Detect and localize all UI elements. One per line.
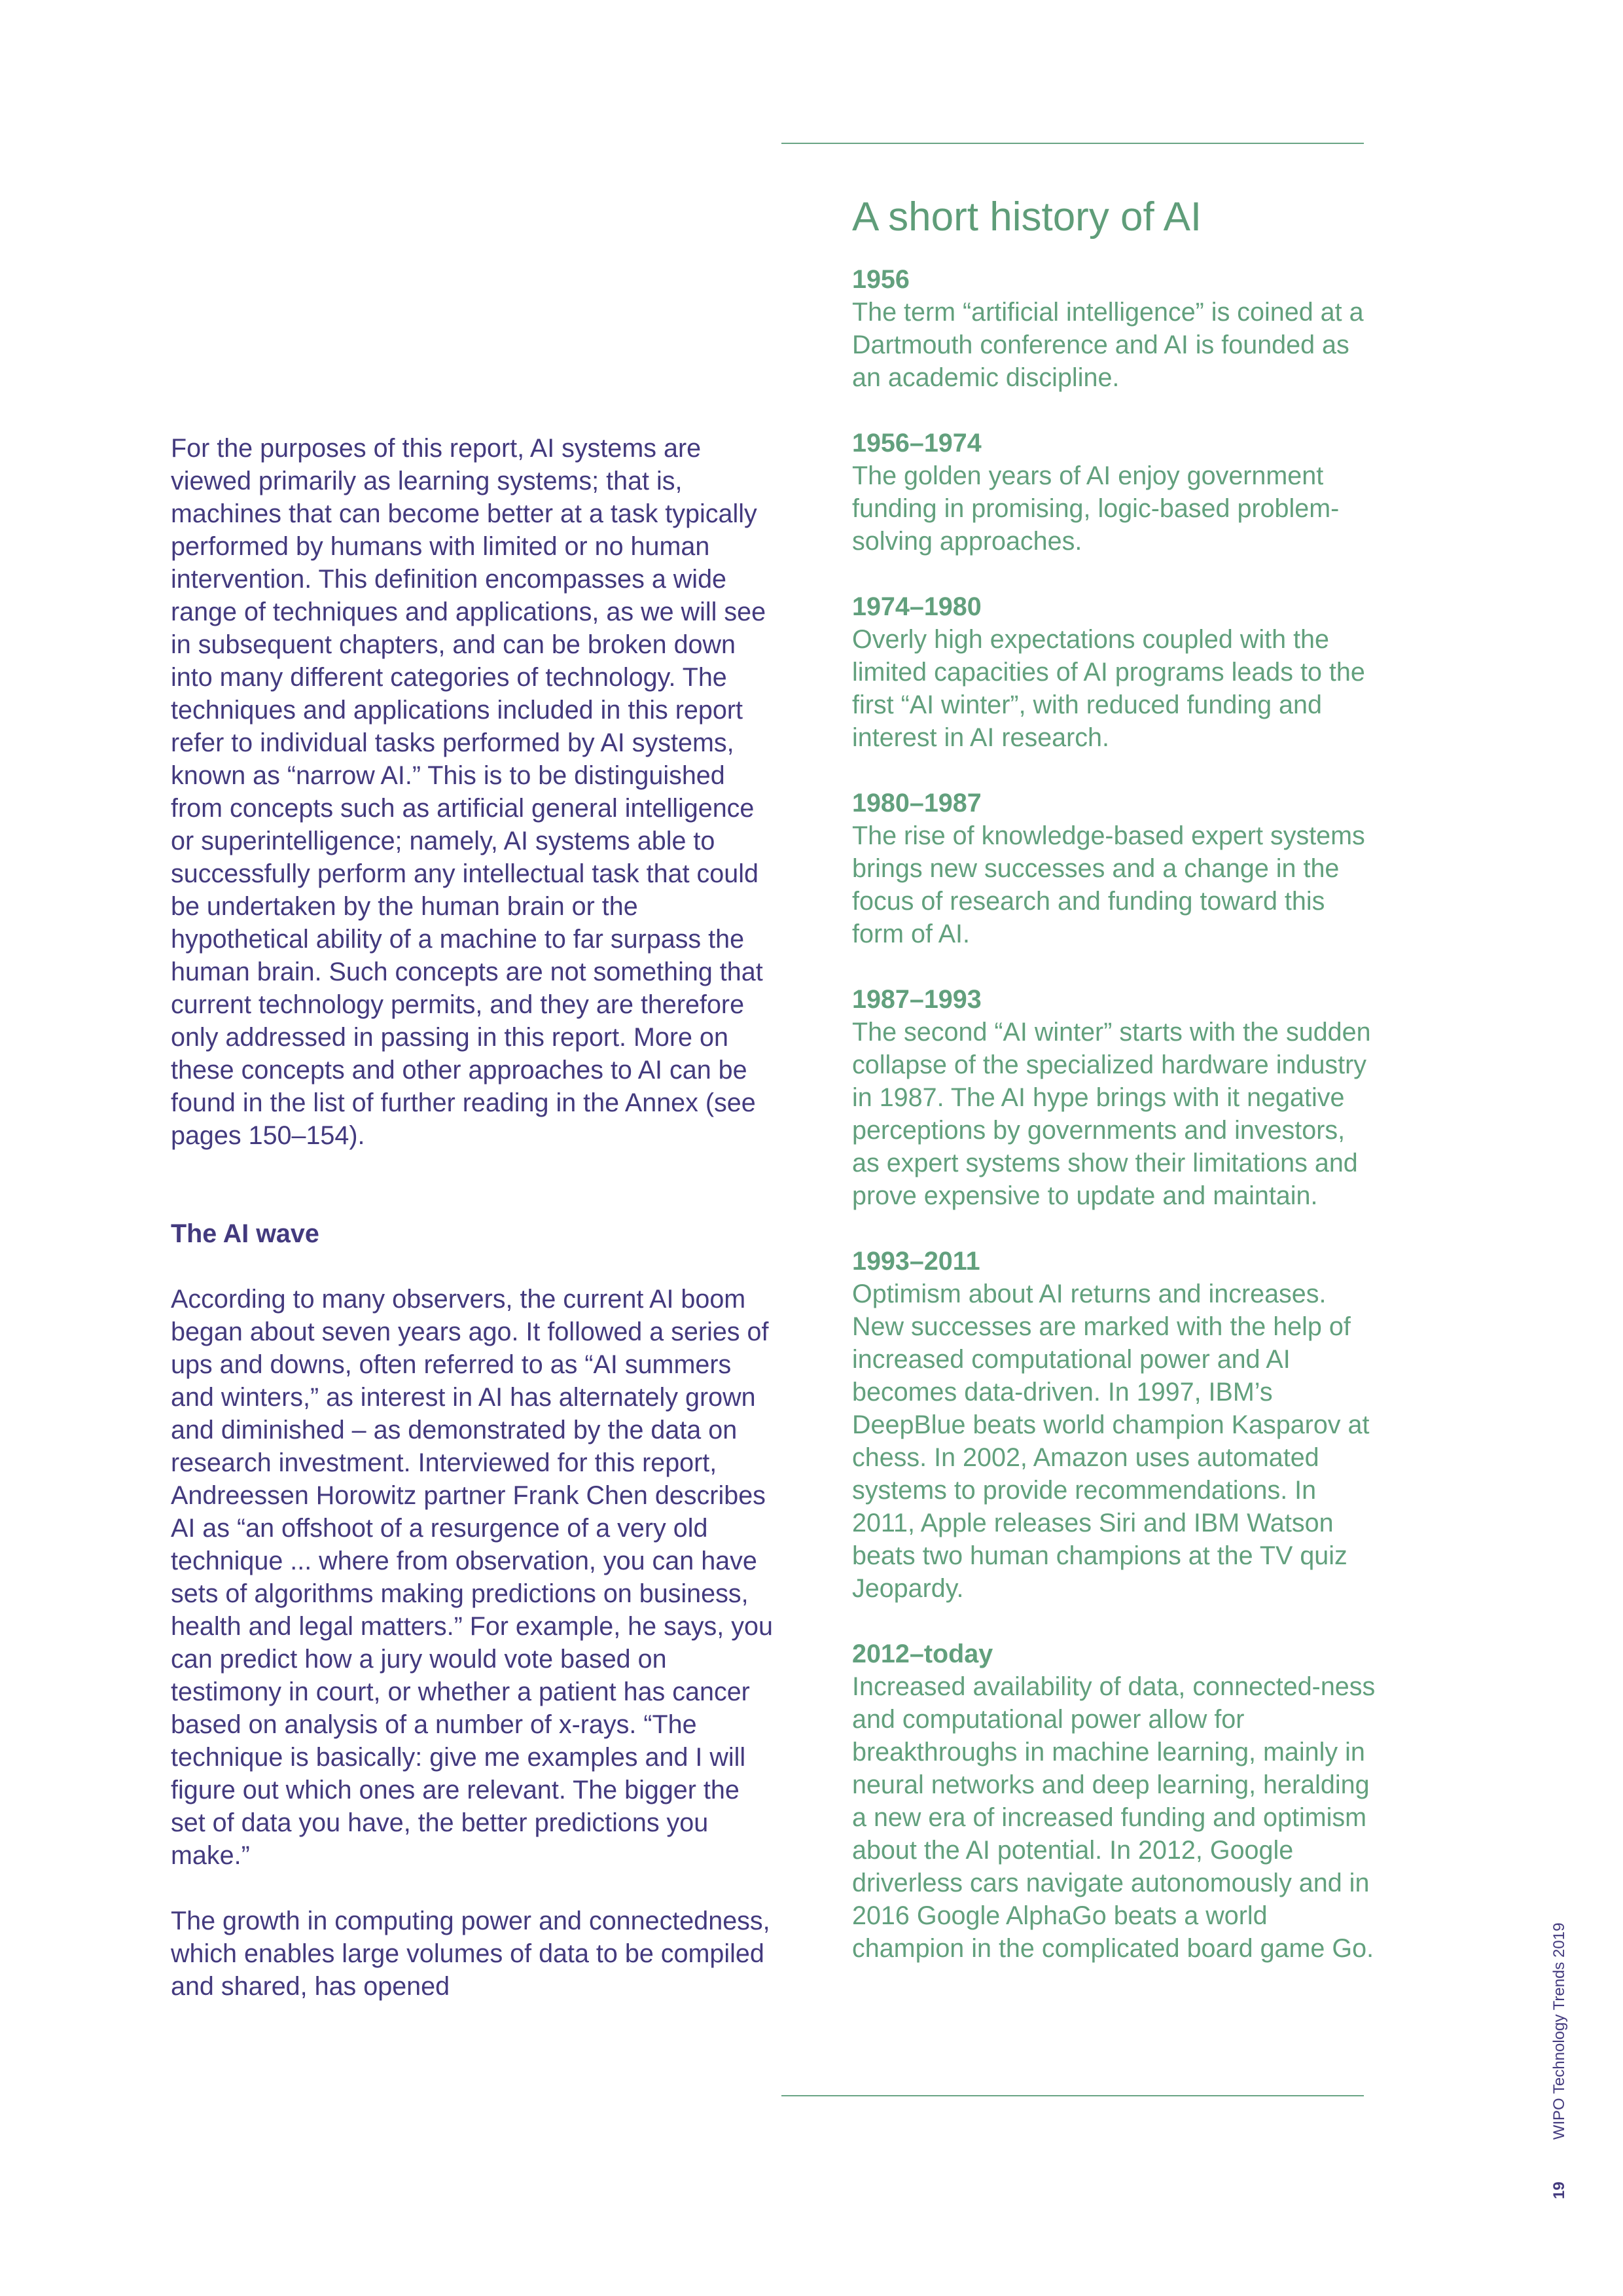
growth-paragraph: The growth in computing power and connectedness, which enables large volumes of data to be compiled and shared, has opened (171, 1907, 770, 2001)
timeline-entry (852, 263, 1376, 394)
timeline-list (852, 263, 1376, 1965)
timeline-year: 1956–1974 (852, 429, 982, 457)
timeline-entry (852, 590, 1376, 754)
timeline-year: 1974–1980 (852, 592, 982, 621)
history-sidebar (852, 188, 1376, 1965)
section-heading: The AI wave (171, 1219, 319, 1248)
timeline-text: The golden years of AI enjoy government funding in promising, logic-based problem-solving approaches. (852, 461, 1340, 556)
sidebar-title: A short history of AI (852, 194, 1202, 240)
page-number: 19 (1550, 2181, 1568, 2199)
timeline-text: Increased availability of data, connected-ness and computational power allow for breakthroughs in machine learning, mainly in neural networks and deep learning, heralding a new era of increased funding and optimism about the AI potential. In 2012, Google driverless cars navigate autonomously and in 2016 Google AlphaGo beats a world champion in the complicated board game Go. (852, 1672, 1376, 1963)
page-footer (1550, 1885, 1569, 2199)
sidebar-bottom-rule (781, 2095, 1364, 2096)
timeline-year: 1956 (852, 265, 910, 294)
timeline-year: 1987–1993 (852, 985, 982, 1014)
timeline-entry (852, 427, 1376, 558)
timeline-text: The second “AI winter” starts with the sudden collapse of the specialized hardware industry in 1987. The AI hype brings with it negative perceptions by governments and investors, as expert systems show their limitations and prove expensive to update and maintain. (852, 1018, 1371, 1210)
timeline-year: 1980–1987 (852, 789, 982, 817)
publication-title: WIPO Technology Trends 2019 (1550, 1922, 1568, 2140)
footer-rotated (1550, 1885, 1569, 2199)
intro-paragraph: For the purposes of this report, AI systems are viewed primarily as learning systems; that is, machines that can become better at a task typically performed by humans with limited or no human intervention. This definition encompasses a wide range of techniques and applications, as we will see in subsequent chapters, and can be broken down into many different categories of technology. The techniques and applications included in this report refer to individual tasks performed by AI systems, known as “narrow AI.” This is to be distinguished from concepts such as artificial general intelligence or superintelligence; namely, AI systems able to successfully perform any intellectual task that could be undertaken by the human brain or the hypothetical ability of a machine to far surpass the human brain. Such concepts are not something that current technology permits, and they are therefore only addressed in passing in this report. More on these concepts and other approaches to AI can be found in the list of further reading in the Annex (see pages 150–154). (171, 434, 766, 1150)
timeline-entry (852, 1245, 1376, 1605)
ai-wave-paragraph: According to many observers, the current AI boom began about seven years ago. It followed a series of ups and downs, often referred to as “AI summers and winters,” as interest in AI has alternately grown and diminished – as demonstrated by the data on research investment. Interviewed for this report, Andreessen Horowitz partner Frank Chen describes AI as “an offshoot of a resurgence of a very old technique ... where from observation, you can have sets of algorithms making predictions on business, health and legal matters.” For example, he says, you can predict how a jury would vote based on testimony in court, or whether a patient has cancer based on analysis of a number of x-rays. “The technique is basically: give me examples and I will figure out which ones are relevant. The bigger the set of data you have, the better predictions you make.” (171, 1285, 773, 1870)
timeline-text: The term “artificial intelligence” is coined at a Dartmouth conference and AI is founded as an academic discipline. (852, 298, 1364, 392)
sidebar-top-rule (781, 143, 1364, 144)
timeline-text: The rise of knowledge-based expert systems brings new successes and a change in the focus of research and funding toward this form of AI. (852, 821, 1365, 948)
timeline-year: 1993–2011 (852, 1247, 980, 1276)
timeline-text: Optimism about AI returns and increases. New successes are marked with the help of increased computational power and AI becomes data-driven. In 1997, IBM’s DeepBlue beats world champion Kasparov at chess. In 2002, Amazon uses automated systems to provide recommendations. In 2011, Apple releases Siri and IBM Watson beats two human champions at the TV quiz Jeopardy. (852, 1280, 1370, 1603)
timeline-entry (852, 983, 1376, 1212)
timeline-entry (852, 787, 1376, 950)
main-column (171, 432, 773, 2003)
timeline-entry (852, 1638, 1376, 1965)
timeline-text: Overly high expectations coupled with the limited capacities of AI programs leads to the first “AI winter”, with reduced funding and interest in AI research. (852, 625, 1365, 752)
timeline-year: 2012–today (852, 1640, 993, 1668)
